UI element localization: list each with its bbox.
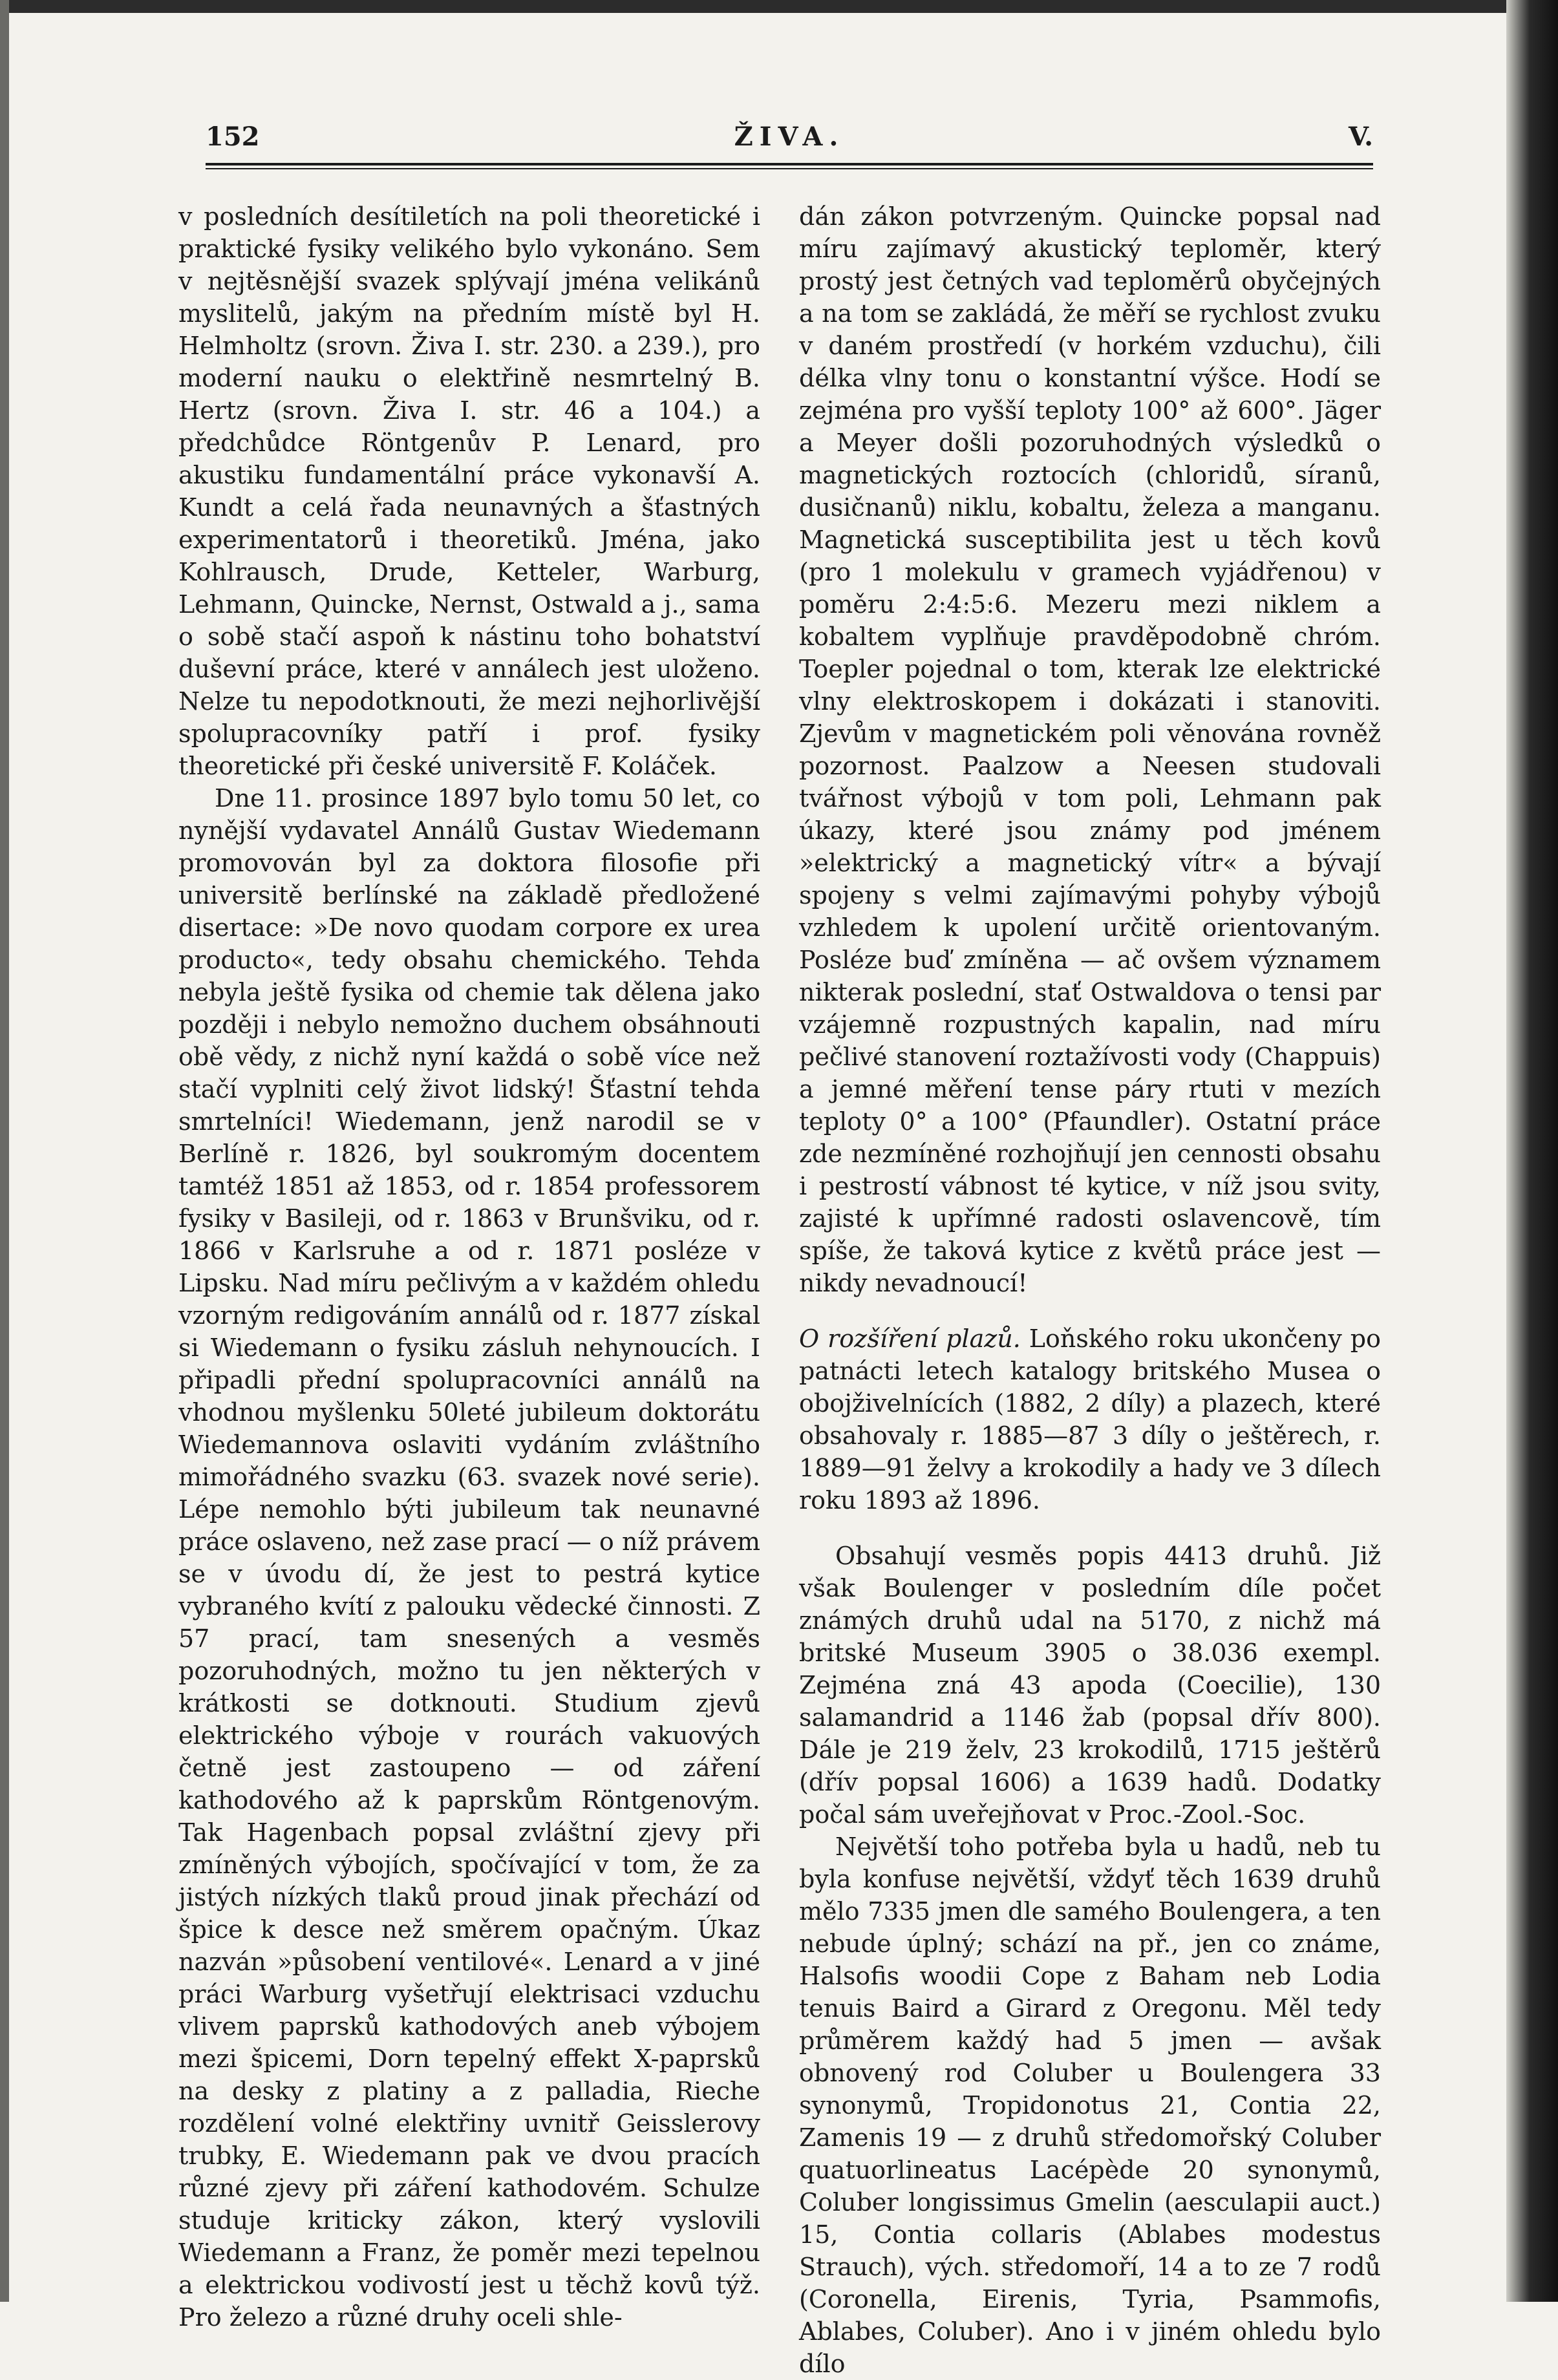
section-heading: O rozšíření plazů. <box>799 1324 1021 1353</box>
scan-edge-right <box>1506 0 1558 2302</box>
section-lead-text: Loňského roku ukončeny po patnácti letech katalogy britského Musea o obojživelnících (1882, 2 díly) a plazech, které obsahovaly r. 1885—87 3 díly o ještěrech, r. 1889—91 želvy a krokodily a hady ve 3 dílech roku 1893 až 1896. <box>799 1324 1381 1514</box>
header-rule <box>206 163 1373 165</box>
page-number: 152 <box>206 122 260 152</box>
left-column <box>178 200 760 2333</box>
paragraph: dán zákon potvrzeným. Quincke popsal nad míru zajímavý akustický teploměr, který prostý jest četných vad teploměrů obyčejných a na tom se zakládá, že měří se rychlost zvuku v daném prostředí (v horkém vzduchu), čili délka vlny tonu o konstantní výšce. Hodí se zejména pro vyšší teploty 100° až 600°. Jäger a Meyer došli pozoruhodných výsledků o magnetických roztocích (chloridů, síranů, dusičnanů) niklu, kobaltu, železa a manganu. Magnetická susceptibilita jest u těch kovů (pro 1 molekulu v gramech vyjádřenou) v poměru 2:4:5:6. Mezeru mezi niklem a kobaltem vyplňuje pravděpodobně chróm. Toepler pojednal o tom, kterak lze elektrické vlny elektroskopem i dokázati i stanoviti. Zjevům v magnetickém poli věnována rovněž pozornost. Paalzow a Neesen studovali tvářnost výbojů v tom poli, Lehmann pak úkazy, které jsou známy pod jménem »elektrický a magnetický vítr« a bývají spojeny s velmi zajímavými pohyby výbojů vzhledem k upolení určitě orientovaným. Posléze buď zmíněna — ač ovšem významem nikterak poslední, stať Ostwaldova o tensi par vzájemně rozpustných kapalin, nad míru pečlivé stanovení roztažívosti vody (Chappuis) a jemné měření tense páry rtuti v mezích teploty 0° a 100° (Pfaundler). Ostatní práce zde nezmíněné rozhojňují jen cennosti obsahu i pestrostí vábnost té kytice, v níž jsou svity, zajisté k upřímné radosti oslavencově, tím spíše, že taková kytice z květů práce jest — nikdy nevadnoucí! <box>799 202 1381 1297</box>
header-rule-thin <box>206 168 1373 169</box>
scan-edge-top <box>0 0 1558 13</box>
paragraph: Dne 11. prosince 1897 bylo tomu 50 let, co nynější vydavatel Annálů Gustav Wiedemann promovován byl za doktora filosofie při universitě berlínské na základě předložené disertace: »De novo quodam corpore ex urea producto«, tedy obsahu chemického. Tehda nebyla ještě fysika od chemie tak dělena jako později i nebylo nemožno duchem obsáhnouti obě vědy, z nichž nyní každá o sobě více než stačí vyplniti celý život lidský! Šťastní tehda smrtelníci! Wiedemann, jenž narodil se v Berlíně r. 1826, byl soukromým docentem tamtéž 1851 až 1853, od r. 1854 professorem fysiky v Basileji, od r. 1863 v Brunšviku, od r. 1866 v Karlsruhe a od r. 1871 posléze v Lipsku. Nad míru pečlivým a v každém ohledu vzorným redigováním annálů od r. 1877 získal si Wiedemann o fysiku zásluh nehynoucích. I připadli přední spolupracovníci annálů na vhodnou myšlenku 50leté jubileum doktorátu Wiedemannova oslaviti vydáním zvláštního mimořádného svazku (63. svazek nové serie). Lépe nemohlo býti jubileum tak neunavné práce oslaveno, než zase prací — o níž právem se v úvodu dí, že jest to pestrá kytice vybraného kvítí z palouku vědecké činnosti. Z 57 prací, tam snesených a vesměs pozoruhodných, možno tu jen některých v krátkosti se dotknouti. Studium zjevů elektrického výboje v rourách vakuových četně jest zastoupeno — od záření kathodového až k paprskům Röntgenovým. Tak Hagenbach popsal zvláštní zjevy při zmíněných výbojích, spočívající v tom, že za jistých nízkých tlaků proud jinak přechází od špice k desce než směrem opačným. Úkaz nazván »působení ventilové«. Lenard a v jiné práci Warburg vyšetřují elektrisaci vzduchu vlivem paprsků kathodových aneb výbojem mezi špicemi, Dorn tepelný effekt X-paprsků na desky z platiny a z palladia, Rieche rozdělení volné elektřiny uvnitř Geisslerovy trubky, E. Wiedemann pak ve dvou pracích různé zjevy při záření kathodovém. Schulze studuje kriticky zákon, který vyslovili Wiedemann a Franz, že poměr mezi tepelnou a elektrickou vodivostí jest u těchž kovů týž. Pro železo a různé druhy oceli shle- <box>178 784 760 2332</box>
volume-number: V. <box>1349 122 1373 152</box>
paragraph: v posledních desítiletích na poli theoretické i praktické fysiky velikého bylo vykonáno. Sem v nejtěsnější svazek splývají jména velikánů myslitelů, jakým na předním místě byl H. Helmholtz (srovn. Živa I. str. 230. a 239.), pro moderní nauku o elektřině nesmrtelný B. Hertz (srovn. Živa I. str. 46 a 104.) a předchůdce Röntgenův P. Lenard, pro akustiku fundamentální práce vykonavší A. Kundt a celá řada neunavných a šťastných experimentatorů i theoretiků. Jména, jako Kohlrausch, Drude, Ketteler, Warburg, Lehmann, Quincke, Nernst, Ostwald a j., sama o sobě stačí aspoň k nástinu toho bohatství duševní práce, které v annálech jest uloženo. Nelze tu nepodotknouti, že mezi nejhorlivější spolupracovníky patří i prof. fysiky theoretické při české universitě F. Koláček. <box>178 202 760 780</box>
page-header <box>206 122 1373 160</box>
right-column <box>799 200 1381 2380</box>
scan-edge-left <box>0 0 9 2302</box>
paragraph: Obsahují vesměs popis 4413 druhů. Již však Boulenger v posledním díle počet známých druhů udal na 5170, z nichž má britské Museum 3905 o 38.036 exempl. Zejména zná 43 apoda (Coecilie), 130 salamandrid a 1146 žab (popsal dřív 800). Dále je 219 želv, 23 krokodilů, 1715 ještěrů (dřív popsal 1606) a 1639 hadů. Dodatky počal sám uveřejňovat v Proc.-Zool.-Soc. <box>799 1542 1381 1829</box>
section-paragraph <box>799 1323 1381 1516</box>
paragraph: Největší toho potřeba byla u hadů, neb tu byla konfuse největší, vždyť těch 1639 druhů mělo 7335 jmen dle samého Boulengera, a ten nebude úplný; schází na př., jen co známe, Halsofis woodii Cope z Baham neb Lodia tenuis Baird a Girard z Oregonu. Měl tedy průměrem každý had 5 jmen — avšak obnovený rod Coluber u Boulengera 33 synonymů, Tropidonotus 21, Contia 22, Zamenis 19 — z druhů středomořský Coluber quatuorlineatus Lacépède 20 synonymů, Coluber longissimus Gmelin (aesculapii auct.) 15, Contia collaris (Ablabes modestus Strauch), vých. středomoří, 14 a to ze 7 rodů (Coronella, Eirenis, Tyria, Psammofis, Ablabes, Coluber). Ano i v jiném ohledu bylo dílo <box>799 1833 1381 2378</box>
journal-title: ŽIVA. <box>734 122 845 152</box>
